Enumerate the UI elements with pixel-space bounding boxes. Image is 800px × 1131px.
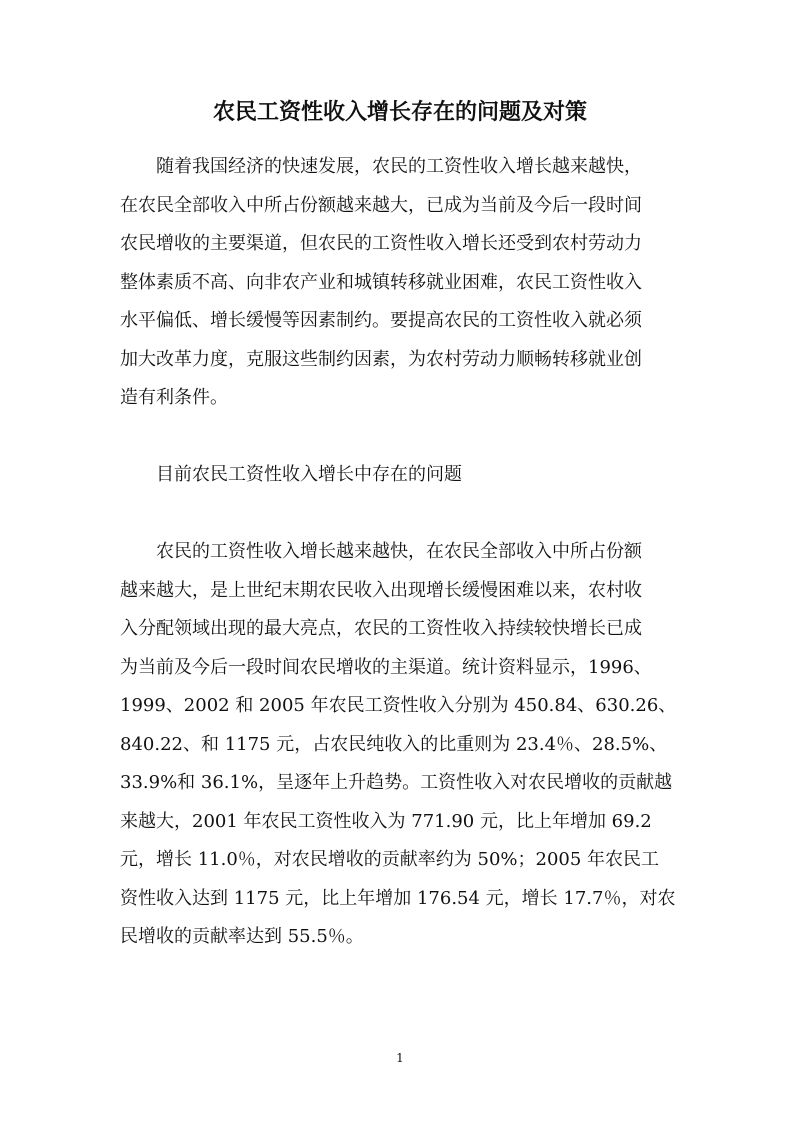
section-heading-text: 目前农民工资性收入增长中存在的问题 [156,464,462,485]
document-body [120,148,680,957]
page-number: 1 [396,1051,404,1065]
text-line: 1999、2002 和 2005 年农民工资性收入分别为 450.84、630.26、 [120,695,677,716]
text-line: 越来越大，是上世纪末期农民收入出现增长缓慢困难以来，农村收 [120,579,642,601]
text-line: 为当前及今后一段时间农民增收的主渠道。统计资料显示，1996、 [120,656,652,678]
text-line: 来越大，2001 年农民工资性收入为 771.90 元，比上年增加 69.2 [120,810,652,832]
text-line: 农民的工资性收入增长越来越快，在农民全部收入中所占份额 [156,541,642,562]
text-line: 资性收入达到 1175 元，比上年增加 176.54 元，增长 17.7％，对农 [120,887,676,909]
paragraph-spacer [120,495,680,534]
text-line: 33.9%和 36.1%，呈逐年上升趋势。工资性收入对农民增收的贡献越 [120,772,673,793]
text-line: 随着我国经济的快速发展，农民的工资性收入增长越来越快， [156,156,642,177]
text-line: 入分配领域出现的最大亮点，农民的工资性收入持续较快增长已成 [120,618,642,639]
paragraph-statistics [120,533,680,957]
document-title: 农民工资性收入增长存在的问题及对策 [212,100,587,125]
text-line: 水平偏低、增长缓慢等因素制约。要提高农民的工资性收入就必须 [120,310,642,331]
text-line: 民增收的贡献率达到 55.5％。 [120,926,364,947]
text-line: 在农民全部收入中所占份额越来越大，已成为当前及今后一段时间 [120,194,642,216]
paragraph-intro [120,148,680,418]
text-line: 农民增收的主要渠道，但农民的工资性收入增长还受到农村劳动力 [120,233,642,254]
text-line: 整体素质不高、向非农产业和城镇转移就业困难，农民工资性收入 [120,271,642,293]
text-line: 造有利条件。 [120,387,228,408]
text-line: 840.22、和 1175 元，占农民纯收入的比重则为 23.4％、28.5%、 [120,733,668,755]
paragraph-spacer [120,418,680,457]
text-line: 加大改革力度，克服这些制约因素，为农村劳动力顺畅转移就业创 [120,348,642,370]
text-line: 元，增长 11.0％，对农民增收的贡献率约为 50%；2005 年农民工 [120,849,660,870]
section-heading [120,456,680,495]
